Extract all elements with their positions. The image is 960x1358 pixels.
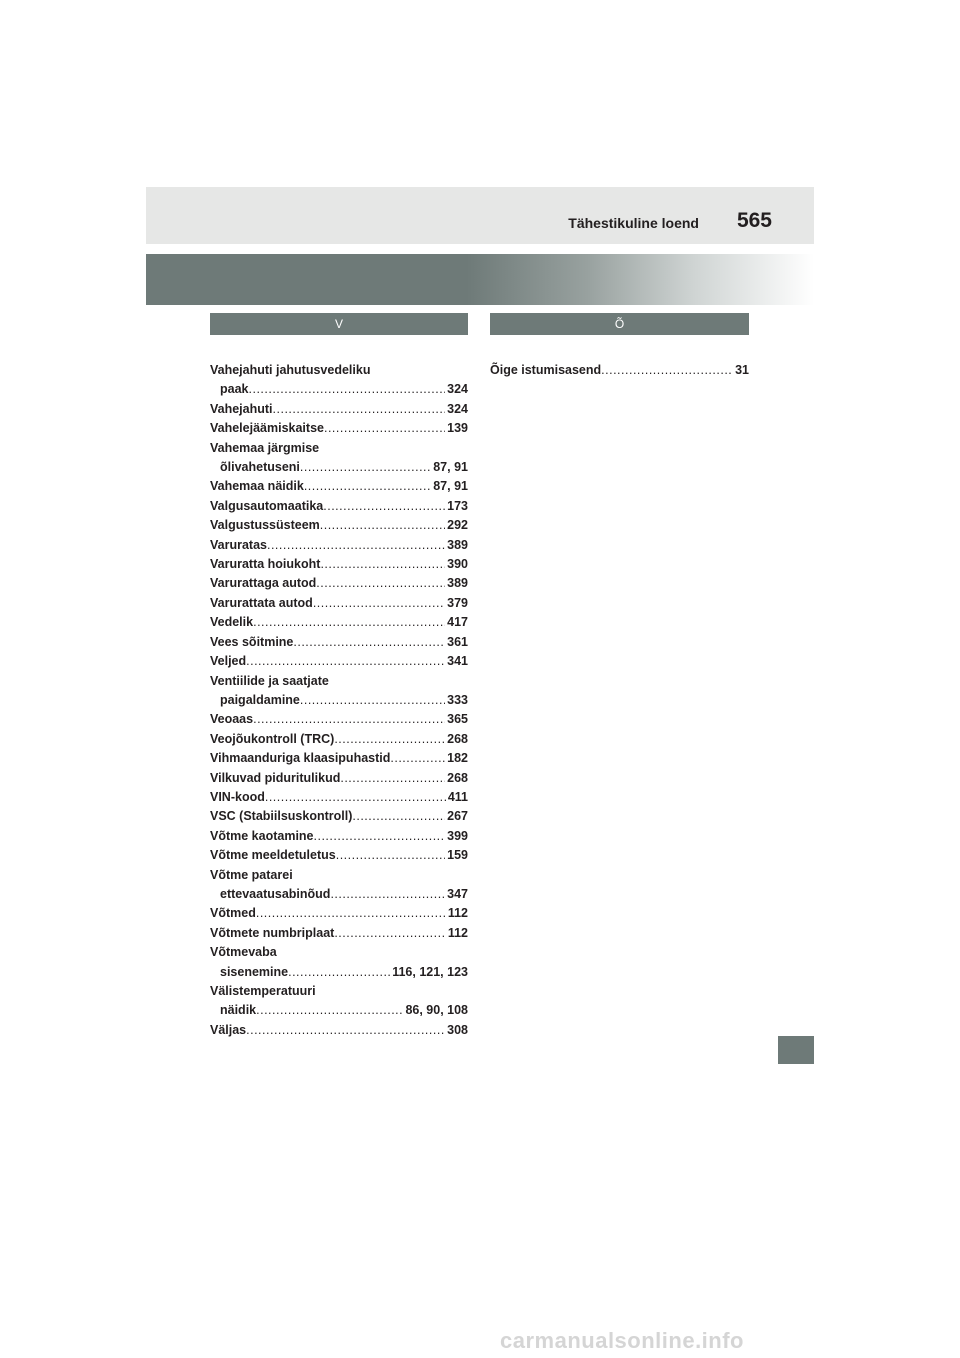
chapter-side-tab xyxy=(778,1036,814,1064)
entry-term-first-line: Vahemaa järgmise xyxy=(210,440,320,455)
index-entry xyxy=(210,594,468,613)
entry-term: Vahelejäämiskaitse xyxy=(210,421,324,436)
dot-leader xyxy=(246,652,445,671)
index-entry xyxy=(210,672,468,711)
entry-page-numbers: 365 xyxy=(447,712,468,727)
dot-leader xyxy=(336,846,445,865)
index-entry xyxy=(210,497,468,516)
dot-leader xyxy=(320,516,445,535)
dot-leader xyxy=(330,885,445,904)
entry-term: Veljed xyxy=(210,654,247,669)
dot-leader xyxy=(300,458,431,477)
dot-leader xyxy=(256,904,446,923)
index-entry xyxy=(210,846,468,865)
entry-term: Võtme meeldetuletus xyxy=(210,848,336,863)
entry-term: näidik xyxy=(220,1003,257,1018)
entry-term: Varuratas xyxy=(210,537,267,552)
index-entry xyxy=(210,866,468,905)
dot-leader xyxy=(320,555,445,574)
entry-page-numbers: 324 xyxy=(447,382,468,397)
index-entry xyxy=(490,361,749,380)
index-entry xyxy=(210,574,468,593)
entry-term: Veoaas xyxy=(210,712,254,727)
entry-term-first-line: Võtme patarei xyxy=(210,867,293,882)
entry-term: Võtme kaotamine xyxy=(210,828,314,843)
dot-leader xyxy=(293,633,445,652)
entry-term-first-line: Välistemperatuuri xyxy=(210,984,316,998)
entry-page-numbers: 87, 91 xyxy=(433,460,468,475)
index-entry xyxy=(210,516,468,535)
entry-page-numbers: 267 xyxy=(447,809,468,824)
dot-leader xyxy=(300,691,445,710)
entry-term: Veojõukontroll (TRC) xyxy=(210,731,335,746)
entry-page-numbers: 268 xyxy=(447,731,468,746)
page-number: 565 xyxy=(736,209,772,232)
dot-leader xyxy=(601,361,733,380)
entry-term: sisenemine xyxy=(220,964,289,979)
index-entry xyxy=(210,827,468,846)
entry-page-numbers: 361 xyxy=(447,634,468,649)
section-letter-v: V xyxy=(210,313,468,335)
dot-leader xyxy=(253,710,445,729)
entry-term: ettevaatusabinõud xyxy=(220,886,331,901)
index-entry xyxy=(210,613,468,632)
dot-leader xyxy=(340,769,445,788)
index-column-o-tilde xyxy=(490,313,749,380)
entry-term: Võtmed xyxy=(210,906,256,921)
dot-leader xyxy=(314,827,446,846)
entry-page-numbers: 347 xyxy=(447,886,468,901)
dot-leader xyxy=(267,536,445,555)
entry-term: Võtmete numbriplaat xyxy=(210,925,335,940)
header-title: Tähestikuline loend xyxy=(568,215,699,231)
entry-page-numbers: 292 xyxy=(447,518,468,533)
entry-page-numbers: 308 xyxy=(447,1022,468,1037)
entry-term: paigaldamine xyxy=(220,692,300,707)
watermark: carmanualsonline.info xyxy=(500,1328,744,1353)
entry-term: paak xyxy=(220,382,249,397)
index-entry xyxy=(210,555,468,574)
index-entry xyxy=(210,788,468,807)
dot-leader xyxy=(256,1001,403,1020)
entry-page-numbers: 86, 90, 108 xyxy=(405,1003,468,1018)
dot-leader xyxy=(304,477,431,496)
entry-term: Väljas xyxy=(210,1022,247,1037)
index-entry xyxy=(210,361,468,400)
entry-page-numbers: 87, 91 xyxy=(433,479,468,494)
entry-page-numbers: 399 xyxy=(447,828,468,843)
entry-term: Vahemaa näidik xyxy=(210,479,304,494)
index-entry xyxy=(210,982,468,1021)
entry-page-numbers: 182 xyxy=(447,751,468,766)
entry-page-numbers: 159 xyxy=(447,848,468,863)
entry-term: Vihmaanduriga klaasipuhastid xyxy=(210,751,391,766)
entry-term: Vees sõitmine xyxy=(210,634,294,649)
entry-term-first-line: Ventiilide ja saatjate xyxy=(210,673,329,688)
index-entry xyxy=(210,1021,468,1040)
entry-page-numbers: 112 xyxy=(447,906,468,921)
entry-term: VIN-kood xyxy=(210,789,265,804)
entry-term: Varurattaga autod xyxy=(210,576,317,591)
entry-page-numbers: 333 xyxy=(447,692,468,707)
index-entry xyxy=(210,904,468,923)
index-entry xyxy=(210,749,468,768)
entry-page-numbers: 411 xyxy=(447,789,468,804)
entry-page-numbers: 417 xyxy=(447,615,468,630)
entry-page-numbers: 112 xyxy=(447,925,468,940)
entry-page-numbers: 116, 121, 123 xyxy=(392,964,468,979)
dot-leader xyxy=(316,574,445,593)
entry-page-numbers: 268 xyxy=(447,770,468,785)
index-entry xyxy=(210,419,468,438)
index-entry xyxy=(210,400,468,419)
index-entry xyxy=(210,439,468,478)
index-entry xyxy=(210,924,468,943)
entry-term: Varurattata autod xyxy=(210,595,313,610)
index-entry xyxy=(210,536,468,555)
dot-leader xyxy=(390,749,445,768)
dot-leader xyxy=(324,419,445,438)
entry-page-numbers: 389 xyxy=(447,576,468,591)
entry-page-numbers: 390 xyxy=(447,557,468,572)
dot-leader xyxy=(253,613,445,632)
page-header xyxy=(146,187,814,244)
section-letter-o-tilde: Õ xyxy=(490,313,749,335)
entry-term: Vilkuvad piduritulikud xyxy=(210,770,341,785)
entry-term: Vedelik xyxy=(210,615,254,630)
entry-page-numbers: 139 xyxy=(447,421,468,436)
entry-term: Vahejahuti xyxy=(210,401,273,416)
entry-term-first-line: Vahejahuti jahutusvedeliku xyxy=(210,363,371,377)
dot-leader xyxy=(334,924,446,943)
dot-leader xyxy=(249,380,446,399)
dot-leader xyxy=(323,497,445,516)
entry-term: Valgusautomaatika xyxy=(210,498,324,513)
index-entry xyxy=(210,633,468,652)
dot-leader xyxy=(246,1021,445,1040)
entry-term: õlivahetuseni xyxy=(220,460,300,475)
entry-term: VSC (Stabiilsuskontroll) xyxy=(210,809,353,824)
dot-leader xyxy=(273,400,446,419)
index-entry xyxy=(210,652,468,671)
decorative-gradient-bar xyxy=(146,254,814,305)
entry-page-numbers: 341 xyxy=(447,654,468,669)
entry-page-numbers: 31 xyxy=(735,363,749,377)
entry-page-numbers: 324 xyxy=(447,401,468,416)
index-entry xyxy=(210,943,468,982)
dot-leader xyxy=(288,963,390,982)
index-list-v xyxy=(210,361,468,1040)
entry-term: Varuratta hoiukoht xyxy=(210,557,321,572)
index-column-v xyxy=(210,313,468,1040)
entry-term: Valgustussüsteem xyxy=(210,518,320,533)
entry-page-numbers: 389 xyxy=(447,537,468,552)
dot-leader xyxy=(334,730,445,749)
entry-term-first-line: Võtmevaba xyxy=(210,945,277,960)
entry-page-numbers: 173 xyxy=(447,498,468,513)
index-entry xyxy=(210,710,468,729)
dot-leader xyxy=(352,807,445,826)
index-entry xyxy=(210,477,468,496)
dot-leader xyxy=(265,788,446,807)
index-entry xyxy=(210,807,468,826)
entry-term: Õige istumisasend xyxy=(490,363,602,377)
index-entry xyxy=(210,730,468,749)
index-entry xyxy=(210,769,468,788)
index-list-o-tilde xyxy=(490,361,749,380)
entry-page-numbers: 379 xyxy=(447,595,468,610)
dot-leader xyxy=(313,594,445,613)
